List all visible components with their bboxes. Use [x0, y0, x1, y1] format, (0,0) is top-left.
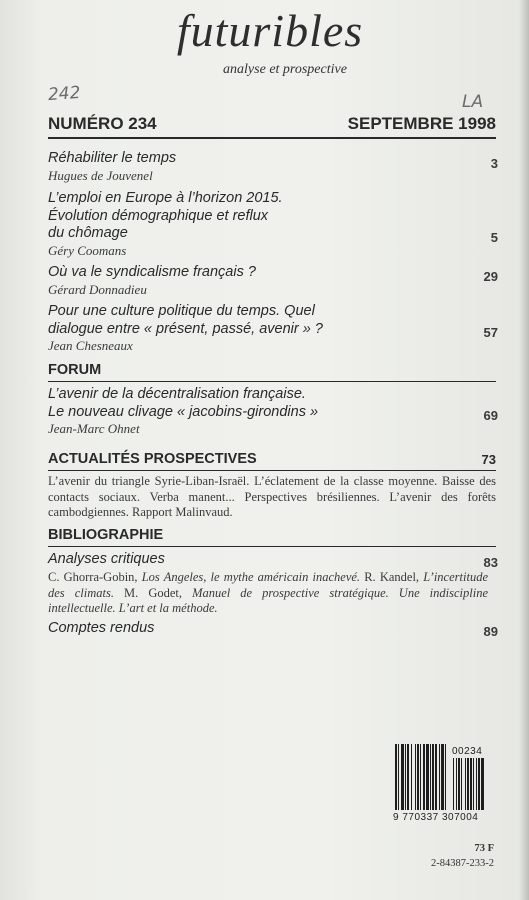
handwritten-note-left: 242: [47, 82, 82, 106]
section-forum-heading: [48, 361, 496, 382]
entry-page: 57: [483, 325, 498, 340]
entry-title: du chômage: [48, 225, 128, 241]
magazine-tagline: analyse et prospective: [223, 62, 347, 77]
analyses-text: R. Kandel,: [360, 570, 424, 584]
toc-entry: [48, 150, 498, 184]
toc-entry: [48, 303, 498, 354]
entry-title: Où va le syndicalisme français ?: [48, 264, 256, 280]
analyses-text: M. Godet,: [113, 585, 193, 600]
entry-author: Jean Chesneaux: [48, 338, 133, 353]
barcode-supplement-number: 00234: [452, 746, 483, 757]
entry-title: Réhabiliter le temps: [48, 150, 177, 166]
magazine-title: futuribles: [176, 5, 364, 56]
entry-page: 29: [483, 269, 498, 284]
analyses-book-title: L’incertitude des climats.: [48, 570, 488, 600]
analyses-summary: [48, 570, 488, 617]
analyses-book-title: Los Angeles, le mythe américain inachevé.: [141, 570, 361, 584]
spine-shadow: [519, 0, 529, 900]
entry-page: 3: [490, 156, 498, 171]
section-bibliographie-heading: [48, 526, 496, 547]
section-actualites-heading: [48, 450, 496, 471]
entry-title: Comptes rendus: [48, 620, 155, 636]
masthead: [140, 6, 400, 78]
entry-author: Hugues de Jouvenel: [48, 167, 153, 183]
entry-title: Analyses critiques: [48, 551, 165, 567]
forum-entry: [48, 386, 498, 437]
entry-title: Évolution démographique et reflux: [48, 207, 269, 224]
barcode-number: 9 770337 307004: [393, 812, 479, 823]
section-title: FORUM: [48, 362, 102, 378]
actualites-summary: L’avenir du triangle Syrie-Liban-Israël. L’éclatement de la classe moyenne. Baisse des contacts sociaux. Verba manent... Perspectives brésiliennes. L’avenir des forêts cambodgiennes. Rapport Malinvaud.: [48, 474, 496, 519]
entry-title: dialogue entre « présent, passé, avenir » ?: [48, 320, 323, 337]
section-title: BIBLIOGRAPHIE: [48, 527, 164, 543]
entry-author: Jean-Marc Ohnet: [48, 421, 140, 436]
analyses-book-title: Manuel de prospective stratégique. Une indiscipline intellectuelle. L’art et la méthode.: [48, 585, 489, 615]
entry-author: Gérard Donnadieu: [48, 281, 147, 297]
handwritten-note-right: LA: [462, 92, 484, 112]
entry-page: 69: [483, 408, 498, 423]
entry-page: 89: [483, 624, 498, 639]
analyses-text: C. Ghorra-Gobin,: [48, 570, 142, 584]
toc-entry: [48, 264, 498, 298]
issue-number: NUMÉRO 234: [48, 114, 157, 133]
analyses-entry: [48, 551, 498, 569]
issue-date: SEPTEMBRE 1998: [347, 114, 496, 133]
price: 73 F: [474, 843, 494, 854]
toc-entry: [48, 190, 498, 259]
entry-title: Pour une culture politique du temps. Quel: [48, 303, 315, 319]
comptes-entry: [48, 620, 498, 638]
entry-title: Le nouveau clivage « jacobins-girondins »: [48, 403, 319, 420]
entry-title: L’avenir de la décentralisation française.: [48, 386, 306, 402]
issue-header: [48, 113, 496, 139]
isbn: 2-84387-233-2: [431, 858, 494, 869]
entry-title: L’emploi en Europe à l’horizon 2015.: [48, 190, 283, 206]
entry-author: Géry Coomans: [48, 242, 127, 258]
entry-page: 83: [483, 555, 498, 570]
section-page: 73: [481, 452, 496, 467]
section-title: ACTUALITÉS PROSPECTIVES: [48, 451, 257, 467]
entry-page: 5: [490, 230, 498, 245]
